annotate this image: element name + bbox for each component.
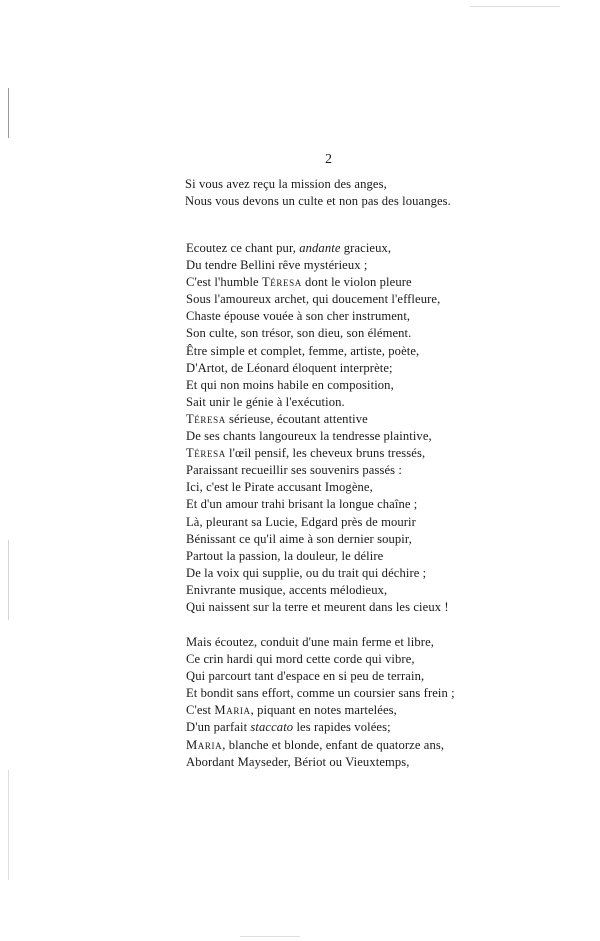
verse-text: D'Artot, de Léonard éloquent interprète; xyxy=(186,360,393,375)
scan-smudge xyxy=(240,936,300,937)
verse-line xyxy=(185,176,451,193)
emphasis-text: staccato xyxy=(250,720,294,735)
stanza xyxy=(186,240,449,616)
verse-text: Abordant Mayseder, Bériot ou Vieuxtemps, xyxy=(186,754,410,769)
page-number: 2 xyxy=(325,152,332,167)
verse-text: Ecoutez ce chant pur, xyxy=(186,241,300,255)
verse-text: Et qui non moins habile en composition, xyxy=(186,377,394,392)
verse-line xyxy=(186,360,449,377)
verse-text: Enivrante musique, accents mélodieux, xyxy=(186,582,388,597)
verse-line xyxy=(186,599,449,616)
verse-line xyxy=(186,651,455,668)
margin-mark xyxy=(8,88,9,138)
verse-line xyxy=(186,394,449,411)
character-name: Téresa xyxy=(262,275,302,290)
verse-text: Partout la passion, la douleur, le délire xyxy=(186,548,384,563)
verse-line xyxy=(186,274,449,291)
verse-text: sérieuse, écoutant attentive xyxy=(225,411,368,426)
verse-text: Ici, c'est le Pirate accusant Imogène, xyxy=(186,480,373,495)
verse-line xyxy=(186,257,449,274)
verse-line xyxy=(186,702,455,719)
verse-text: C'est l'humble xyxy=(186,275,262,290)
verse-line xyxy=(186,445,449,462)
margin-mark xyxy=(8,540,9,620)
verse-text: l'œil pensif, les cheveux bruns tressés, xyxy=(225,446,426,461)
verse-line xyxy=(186,428,449,445)
verse-text: Qui parcourt tant d'espace en si peu de terrain, xyxy=(186,669,425,684)
verse-line xyxy=(186,685,455,702)
verse-line xyxy=(186,308,449,325)
verse-text: gracieux, xyxy=(340,241,392,255)
verse-text: Sous l'amoureux archet, qui doucement l'effleure, xyxy=(186,292,441,307)
verse-line xyxy=(186,634,455,651)
character-name: Maria xyxy=(186,737,223,752)
verse-line xyxy=(186,411,449,428)
verse-text: Qui naissent sur la terre et meurent dans les cieux ! xyxy=(186,599,449,614)
verse-text: Et d'un amour trahi brisant la longue chaîne ; xyxy=(186,497,418,512)
verse-line xyxy=(185,193,451,210)
character-name: Téresa xyxy=(186,446,226,461)
verse-text: Nous vous devons un culte et non pas des louanges. xyxy=(185,194,451,209)
verse-line xyxy=(186,291,449,308)
verse-line xyxy=(186,479,449,496)
verse-text: Son culte, son trésor, son dieu, son élément. xyxy=(186,326,412,341)
verse-text: Sait unir le génie à l'exécution. xyxy=(186,394,345,409)
verse-line xyxy=(186,377,449,394)
character-name: Maria xyxy=(214,703,251,718)
emphasis-text: andante xyxy=(299,241,341,255)
verse-text: D'un parfait xyxy=(186,720,251,735)
character-name: Téresa xyxy=(186,411,226,426)
scan-smudge xyxy=(470,6,560,7)
verse-line xyxy=(186,514,449,531)
verse-text: Si vous avez reçu la mission des anges, xyxy=(185,177,387,191)
verse-text: Ce crin hardi qui mord cette corde qui vibre, xyxy=(186,652,415,667)
verse-text: dont le violon pleure xyxy=(301,275,412,290)
verse-text: les rapides volées; xyxy=(293,720,391,735)
verse-text: Paraissant recueillir ses souvenirs passés : xyxy=(186,463,402,478)
verse-text: Et bondit sans effort, comme un coursier sans frein ; xyxy=(186,686,455,701)
verse-text: De ses chants langoureux la tendresse plaintive, xyxy=(186,429,432,444)
verse-text: , blanche et blonde, enfant de quatorze ans, xyxy=(222,737,445,752)
verse-text: Là, pleurant sa Lucie, Edgard près de mourir xyxy=(186,514,416,529)
verse-line xyxy=(186,496,449,513)
verse-line xyxy=(186,325,449,342)
verse-line xyxy=(186,548,449,565)
verse-line xyxy=(186,240,449,257)
verse-text: Être simple et complet, femme, artiste, poète, xyxy=(186,343,420,358)
verse-text: Chaste épouse vouée à son cher instrument, xyxy=(186,309,411,324)
verse-text: Du tendre Bellini rêve mystérieux ; xyxy=(186,258,368,273)
verse-text: De la voix qui supplie, ou du trait qui déchire ; xyxy=(186,565,427,580)
verse-line xyxy=(186,462,449,479)
verse-line xyxy=(186,531,449,548)
verse-text: , piquant en notes martelées, xyxy=(250,703,397,718)
verse-line xyxy=(186,565,449,582)
stanza xyxy=(185,176,451,210)
verse-text: Bénissant ce qu'il aime à son dernier soupir, xyxy=(186,531,412,546)
verse-line xyxy=(186,737,455,754)
stanza xyxy=(186,634,455,771)
verse-line xyxy=(186,582,449,599)
verse-line xyxy=(186,668,455,685)
verse-text: C'est xyxy=(186,703,215,718)
verse-text: Mais écoutez, conduit d'une main ferme et libre, xyxy=(186,635,435,649)
margin-mark xyxy=(8,770,9,880)
verse-line xyxy=(186,719,455,736)
verse-line xyxy=(186,343,449,360)
verse-line xyxy=(186,754,455,771)
